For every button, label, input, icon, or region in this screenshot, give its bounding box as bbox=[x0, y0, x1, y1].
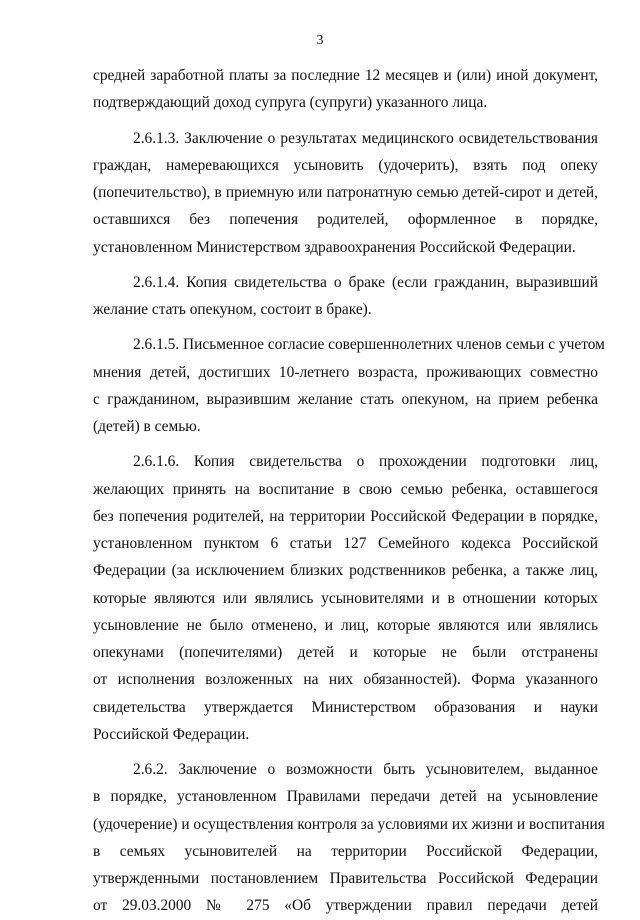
document-body bbox=[93, 62, 605, 920]
text-line: свидетельства утверждается Министерством образования и науки bbox=[93, 698, 598, 716]
text-line: Федерации (за исключением близких родственников ребенка, а также лиц, bbox=[93, 562, 598, 580]
text-line: подтверждающий доход супруга (супруги) указанного лица. bbox=[93, 94, 488, 112]
text-line: 2.6.1.4. Копия свидетельства о браке (если гражданин, выразивший bbox=[133, 273, 598, 291]
text-line: 2.6.1.5. Письменное согласие совершеннолетних членов семьи с учетом bbox=[133, 336, 605, 354]
paragraph bbox=[93, 756, 605, 920]
paragraph bbox=[93, 331, 605, 440]
text-line: 2.6.1.6. Копия свидетельства о прохождении подготовки лиц, bbox=[133, 453, 598, 471]
text-line: 2.6.1.3. Заключение о результатах медицинского освидетельствования bbox=[133, 129, 598, 147]
text-line: с гражданином, выразившим желание стать опекуном, на прием ребенка bbox=[93, 390, 598, 408]
text-line: в семьях усыновителей на территории Российской Федерации, bbox=[93, 842, 598, 860]
text-line: мнения детей, достигших 10-летнего возраста, проживающих совместно bbox=[93, 363, 598, 381]
paragraph bbox=[93, 125, 598, 261]
text-line: желающих принять на воспитание в свою семью ребенка, оставшегося bbox=[93, 480, 598, 498]
paragraph bbox=[93, 62, 598, 117]
text-line: Российской Федерации. bbox=[93, 725, 250, 743]
text-line: 2.6.2. Заключение о возможности быть усыновителем, выданное bbox=[133, 761, 598, 778]
text-line: в порядке, установленном Правилами передачи детей на усыновление bbox=[93, 788, 598, 806]
text-line: установленном Министерством здравоохранения Российской Федерации. bbox=[93, 238, 576, 256]
text-line: опекунами (попечителями) детей и которые не были отстранены bbox=[93, 644, 598, 661]
text-line: от 29.03.2000 № 275 «Об утверждении правил передачи детей bbox=[93, 897, 598, 915]
text-line: (попечительство), в приемную или патронатную семью детей-сирот и детей, bbox=[93, 184, 598, 201]
text-line: (детей) в семью. bbox=[93, 418, 201, 435]
text-line: установленном пунктом 6 статьи 127 Семейного кодекса Российской bbox=[93, 535, 598, 552]
text-line: без попечения родителей, на территории Российской Федерации в порядке, bbox=[93, 507, 598, 525]
text-line: оставшихся без попечения родителей, оформленное в порядке, bbox=[93, 211, 598, 229]
text-line: от исполнения возложенных на них обязанностей). Форма указанного bbox=[93, 671, 598, 689]
text-line: желание стать опекуном, состоит в браке). bbox=[93, 301, 372, 318]
text-line: которые являются или являлись усыновителями и в отношении которых bbox=[93, 589, 598, 607]
page-number: 3 bbox=[316, 33, 324, 48]
text-line: граждан, намеревающихся усыновить (удочерить), взять под опеку bbox=[93, 156, 598, 174]
text-line: (удочерение) и осуществления контроля за условиями их жизни и воспитания bbox=[93, 815, 605, 833]
paragraph bbox=[93, 448, 598, 748]
paragraph bbox=[93, 269, 598, 324]
text-line: утвержденными постановлением Правительства Российской Федерации bbox=[93, 870, 598, 887]
text-line: средней заработной платы за последние 12 месяцев и (или) иной документ, bbox=[93, 67, 598, 84]
text-line: усыновление не было отменено, и лиц, которые являются или являлись bbox=[93, 616, 598, 634]
